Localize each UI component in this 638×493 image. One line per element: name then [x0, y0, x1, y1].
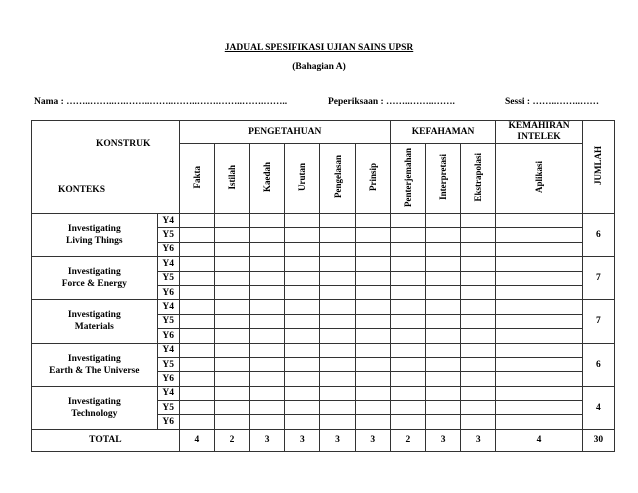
context-total: 6 — [582, 343, 614, 386]
empty-cell[interactable] — [179, 228, 214, 242]
context-label-line1: Investigating — [67, 396, 121, 407]
year-cell: Y6 — [157, 329, 179, 343]
empty-cell[interactable] — [320, 343, 355, 357]
context-total: 7 — [582, 257, 614, 300]
empty-cell[interactable] — [285, 271, 320, 285]
column-label: Interpretasi — [438, 154, 449, 200]
empty-cell[interactable] — [320, 214, 355, 228]
context-cell — [32, 214, 158, 257]
empty-cell[interactable] — [355, 285, 390, 299]
column-total: 4 — [496, 429, 582, 451]
context-total: 7 — [582, 300, 614, 343]
empty-cell[interactable] — [461, 285, 496, 299]
empty-cell[interactable] — [214, 257, 249, 271]
empty-cell[interactable] — [320, 285, 355, 299]
empty-cell[interactable] — [390, 372, 425, 386]
empty-cell[interactable] — [355, 300, 390, 314]
column-header — [214, 144, 249, 214]
context-label-line1: Investigating — [67, 353, 121, 364]
year-cell: Y6 — [157, 242, 179, 256]
empty-cell[interactable] — [461, 415, 496, 429]
empty-cell[interactable] — [355, 372, 390, 386]
context-total: 6 — [582, 214, 614, 257]
empty-cell[interactable] — [250, 300, 285, 314]
context-label-line2: Materials — [74, 322, 114, 333]
empty-cell[interactable] — [179, 214, 214, 228]
empty-cell[interactable] — [320, 329, 355, 343]
column-total: 3 — [355, 429, 390, 451]
empty-cell[interactable] — [425, 242, 460, 256]
context-label-line2: Living Things — [66, 236, 123, 247]
empty-cell[interactable] — [285, 415, 320, 429]
empty-cell[interactable] — [214, 271, 249, 285]
empty-cell[interactable] — [320, 257, 355, 271]
empty-cell[interactable] — [285, 401, 320, 415]
empty-cell[interactable] — [390, 285, 425, 299]
empty-cell[interactable] — [214, 372, 249, 386]
empty-cell[interactable] — [250, 386, 285, 400]
year-cell: Y5 — [157, 401, 179, 415]
empty-cell[interactable] — [425, 343, 460, 357]
empty-cell[interactable] — [461, 271, 496, 285]
empty-cell[interactable] — [425, 300, 460, 314]
konstruk-label: KONSTRUK — [96, 139, 151, 149]
empty-cell[interactable] — [214, 386, 249, 400]
empty-cell[interactable] — [425, 214, 460, 228]
empty-cell[interactable] — [179, 329, 214, 343]
empty-cell[interactable] — [250, 214, 285, 228]
context-cell — [32, 386, 158, 429]
empty-cell[interactable] — [320, 228, 355, 242]
empty-cell[interactable] — [320, 386, 355, 400]
column-label: Urutan — [297, 162, 308, 191]
empty-cell[interactable] — [214, 228, 249, 242]
empty-cell[interactable] — [179, 372, 214, 386]
empty-cell[interactable] — [250, 257, 285, 271]
empty-cell[interactable] — [250, 329, 285, 343]
sessi-field: Sessi : ……..……..…… — [505, 97, 599, 107]
empty-cell[interactable] — [355, 257, 390, 271]
empty-cell[interactable] — [425, 386, 460, 400]
column-label: Pengelasan — [332, 155, 343, 199]
column-label: Prinsip — [367, 162, 378, 191]
table-row — [32, 257, 615, 271]
column-header — [390, 144, 425, 214]
empty-cell[interactable] — [285, 314, 320, 328]
empty-cell[interactable] — [320, 372, 355, 386]
column-header — [425, 144, 460, 214]
total-row — [32, 429, 615, 451]
empty-cell[interactable] — [355, 415, 390, 429]
empty-cell[interactable] — [461, 314, 496, 328]
empty-cell[interactable] — [179, 300, 214, 314]
context-cell — [32, 343, 158, 386]
column-label: Kaedah — [262, 161, 273, 192]
context-label-line2: Earth & The Universe — [49, 365, 140, 376]
empty-cell[interactable] — [285, 242, 320, 256]
empty-cell[interactable] — [250, 271, 285, 285]
empty-cell[interactable] — [214, 300, 249, 314]
year-cell: Y4 — [157, 214, 179, 228]
nama-field: Nama : ……..……..….……..……..……..…….……..…….…….. — [34, 97, 288, 107]
page-subtitle: (Bahagian A) — [292, 62, 346, 72]
column-label: Fakta — [191, 165, 202, 189]
empty-cell[interactable] — [214, 242, 249, 256]
empty-cell[interactable] — [320, 314, 355, 328]
year-cell: Y6 — [157, 372, 179, 386]
year-cell: Y5 — [157, 314, 179, 328]
specification-table — [31, 120, 615, 452]
peperiksaan-field: Peperiksaan : ……..……..……. — [328, 97, 455, 107]
empty-cell[interactable] — [179, 257, 214, 271]
empty-cell[interactable] — [285, 228, 320, 242]
column-total: 3 — [285, 429, 320, 451]
empty-cell[interactable] — [355, 242, 390, 256]
empty-cell[interactable] — [214, 314, 249, 328]
empty-cell[interactable] — [496, 372, 582, 386]
empty-cell[interactable] — [390, 314, 425, 328]
context-cell — [32, 257, 158, 300]
empty-cell[interactable] — [461, 242, 496, 256]
empty-cell[interactable] — [425, 285, 460, 299]
empty-cell[interactable] — [390, 257, 425, 271]
empty-cell[interactable] — [179, 401, 214, 415]
context-label-line2: Technology — [71, 408, 118, 419]
table-row — [32, 300, 615, 314]
empty-cell[interactable] — [390, 271, 425, 285]
year-cell: Y4 — [157, 343, 179, 357]
table-row — [32, 214, 615, 228]
year-cell: Y6 — [157, 415, 179, 429]
context-label-line1: Investigating — [67, 224, 121, 235]
empty-cell[interactable] — [179, 285, 214, 299]
konteks-label: KONTEKS — [58, 185, 105, 195]
empty-cell[interactable] — [179, 386, 214, 400]
empty-cell[interactable] — [250, 343, 285, 357]
jumlah-header — [582, 121, 614, 214]
empty-cell[interactable] — [425, 257, 460, 271]
empty-cell[interactable] — [390, 329, 425, 343]
empty-cell[interactable] — [285, 285, 320, 299]
column-total: 2 — [390, 429, 425, 451]
empty-cell[interactable] — [285, 300, 320, 314]
column-total: 3 — [250, 429, 285, 451]
empty-cell[interactable] — [179, 357, 214, 371]
empty-cell[interactable] — [496, 228, 582, 242]
empty-cell[interactable] — [496, 214, 582, 228]
column-header — [320, 144, 355, 214]
empty-cell[interactable] — [496, 314, 582, 328]
empty-cell[interactable] — [320, 271, 355, 285]
empty-cell[interactable] — [390, 228, 425, 242]
empty-cell[interactable] — [425, 329, 460, 343]
empty-cell[interactable] — [496, 300, 582, 314]
empty-cell[interactable] — [355, 329, 390, 343]
column-label: Aplikasi — [534, 160, 545, 193]
empty-cell[interactable] — [496, 329, 582, 343]
year-cell: Y5 — [157, 271, 179, 285]
empty-cell[interactable] — [496, 343, 582, 357]
empty-cell[interactable] — [496, 257, 582, 271]
column-label: Ekstrapolasi — [473, 152, 484, 202]
empty-cell[interactable] — [461, 372, 496, 386]
empty-cell[interactable] — [461, 228, 496, 242]
context-cell — [32, 300, 158, 343]
empty-cell[interactable] — [390, 242, 425, 256]
empty-cell[interactable] — [425, 271, 460, 285]
column-header — [461, 144, 496, 214]
empty-cell[interactable] — [390, 300, 425, 314]
empty-cell[interactable] — [285, 357, 320, 371]
empty-cell[interactable] — [285, 372, 320, 386]
empty-cell[interactable] — [214, 357, 249, 371]
year-cell: Y4 — [157, 257, 179, 271]
jumlah-label: JUMLAH — [593, 146, 604, 185]
year-cell: Y5 — [157, 228, 179, 242]
empty-cell[interactable] — [425, 372, 460, 386]
empty-cell[interactable] — [320, 415, 355, 429]
table-row — [32, 343, 615, 357]
context-label-line1: Investigating — [67, 310, 121, 321]
empty-cell[interactable] — [250, 401, 285, 415]
empty-cell[interactable] — [496, 271, 582, 285]
empty-cell[interactable] — [320, 300, 355, 314]
empty-cell[interactable] — [214, 329, 249, 343]
empty-cell[interactable] — [496, 357, 582, 371]
column-total: 3 — [425, 429, 460, 451]
empty-cell[interactable] — [496, 285, 582, 299]
empty-cell[interactable] — [496, 415, 582, 429]
empty-cell[interactable] — [250, 415, 285, 429]
year-cell: Y5 — [157, 357, 179, 371]
empty-cell[interactable] — [320, 357, 355, 371]
year-cell: Y6 — [157, 285, 179, 299]
column-total: 3 — [320, 429, 355, 451]
empty-cell[interactable] — [355, 228, 390, 242]
empty-cell[interactable] — [425, 314, 460, 328]
empty-cell[interactable] — [425, 415, 460, 429]
empty-cell[interactable] — [179, 314, 214, 328]
context-label-line2: Force & Energy — [61, 279, 127, 290]
empty-cell[interactable] — [461, 257, 496, 271]
empty-cell[interactable] — [496, 401, 582, 415]
empty-cell[interactable] — [461, 386, 496, 400]
empty-cell[interactable] — [461, 214, 496, 228]
column-header — [250, 144, 285, 214]
empty-cell[interactable] — [355, 386, 390, 400]
pengetahuan-header: PENGETAHUAN — [179, 121, 390, 144]
column-total: 4 — [179, 429, 214, 451]
empty-cell[interactable] — [214, 401, 249, 415]
empty-cell[interactable] — [390, 343, 425, 357]
empty-cell[interactable] — [390, 214, 425, 228]
empty-cell[interactable] — [285, 329, 320, 343]
empty-cell[interactable] — [461, 300, 496, 314]
column-header — [496, 144, 582, 214]
empty-cell[interactable] — [214, 214, 249, 228]
year-cell: Y4 — [157, 386, 179, 400]
table-row — [32, 386, 615, 400]
empty-cell[interactable] — [390, 415, 425, 429]
context-label-line1: Investigating — [67, 267, 121, 278]
empty-cell[interactable] — [285, 386, 320, 400]
empty-cell[interactable] — [179, 415, 214, 429]
empty-cell[interactable] — [390, 386, 425, 400]
empty-cell[interactable] — [250, 357, 285, 371]
empty-cell[interactable] — [355, 343, 390, 357]
empty-cell[interactable] — [179, 343, 214, 357]
column-header — [179, 144, 214, 214]
empty-cell[interactable] — [250, 314, 285, 328]
empty-cell[interactable] — [496, 386, 582, 400]
total-label: TOTAL — [32, 429, 180, 451]
empty-cell[interactable] — [320, 242, 355, 256]
empty-cell[interactable] — [214, 285, 249, 299]
empty-cell[interactable] — [496, 242, 582, 256]
empty-cell[interactable] — [390, 357, 425, 371]
empty-cell[interactable] — [285, 343, 320, 357]
column-label: Istilah — [226, 164, 237, 190]
empty-cell[interactable] — [320, 401, 355, 415]
empty-cell[interactable] — [390, 401, 425, 415]
page-title: JADUAL SPESIFIKASI UJIAN SAINS UPSR — [224, 43, 414, 53]
kefahaman-header: KEFAHAMAN — [390, 121, 496, 144]
empty-cell[interactable] — [179, 242, 214, 256]
empty-cell[interactable] — [461, 329, 496, 343]
empty-cell[interactable] — [250, 242, 285, 256]
context-total: 4 — [582, 386, 614, 429]
column-header — [285, 144, 320, 214]
empty-cell[interactable] — [461, 343, 496, 357]
konstruk-konteks-header — [32, 121, 180, 214]
empty-cell[interactable] — [179, 271, 214, 285]
empty-cell[interactable] — [355, 271, 390, 285]
column-total: 2 — [214, 429, 249, 451]
empty-cell[interactable] — [214, 343, 249, 357]
empty-cell[interactable] — [214, 415, 249, 429]
grand-total: 30 — [582, 429, 614, 451]
empty-cell[interactable] — [425, 401, 460, 415]
empty-cell[interactable] — [425, 357, 460, 371]
empty-cell[interactable] — [250, 285, 285, 299]
empty-cell[interactable] — [355, 314, 390, 328]
empty-cell[interactable] — [285, 257, 320, 271]
year-cell: Y4 — [157, 300, 179, 314]
empty-cell[interactable] — [461, 357, 496, 371]
empty-cell[interactable] — [355, 401, 390, 415]
column-label: Penterjemahan — [402, 147, 413, 207]
empty-cell[interactable] — [461, 401, 496, 415]
empty-cell[interactable] — [355, 357, 390, 371]
empty-cell[interactable] — [250, 372, 285, 386]
empty-cell[interactable] — [355, 214, 390, 228]
empty-cell[interactable] — [250, 228, 285, 242]
empty-cell[interactable] — [285, 214, 320, 228]
kemahiran-intelek-header: KEMAHIRAN INTELEK — [496, 121, 582, 144]
column-header — [355, 144, 390, 214]
empty-cell[interactable] — [425, 228, 460, 242]
column-total: 3 — [461, 429, 496, 451]
